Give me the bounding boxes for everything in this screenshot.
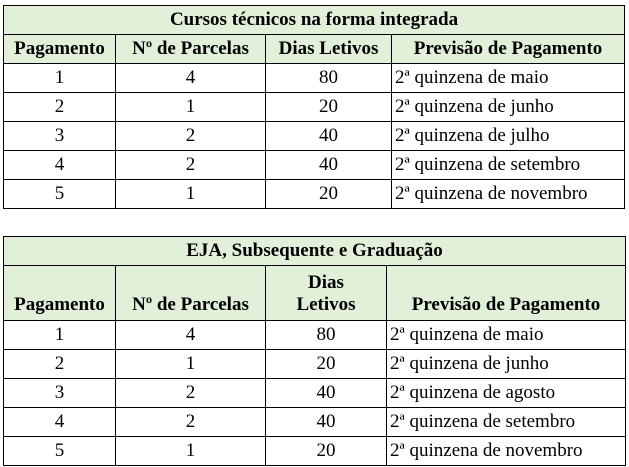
header-parcelas: Nº de Parcelas <box>116 35 266 64</box>
cell-dias: 20 <box>266 180 392 209</box>
table-row <box>4 93 625 122</box>
cell-previsao: 2ª quinzena de junho <box>387 350 626 379</box>
cell-dias: 20 <box>266 350 387 379</box>
cell-previsao: 2ª quinzena de maio <box>387 321 626 350</box>
cell-dias: 80 <box>266 321 387 350</box>
table-title-row <box>4 6 625 35</box>
cell-pagamento: 5 <box>4 180 116 209</box>
table-row <box>4 151 625 180</box>
cell-pagamento: 3 <box>4 122 116 151</box>
cell-previsao: 2ª quinzena de setembro <box>392 151 625 180</box>
cell-dias: 80 <box>266 64 392 93</box>
table-header-row <box>4 35 625 64</box>
table-row <box>4 321 626 350</box>
cell-parcelas: 1 <box>116 350 266 379</box>
cell-pagamento: 2 <box>4 93 116 122</box>
table-title: EJA, Subsequente e Graduação <box>4 237 626 266</box>
table-cursos-tecnicos <box>3 5 625 209</box>
cell-pagamento: 2 <box>4 350 116 379</box>
cell-pagamento: 4 <box>4 151 116 180</box>
cell-previsao: 2ª quinzena de maio <box>392 64 625 93</box>
table-title-row <box>4 237 626 266</box>
cell-previsao: 2ª quinzena de setembro <box>387 408 626 437</box>
cell-previsao: 2ª quinzena de novembro <box>392 180 625 209</box>
cell-previsao: 2ª quinzena de novembro <box>387 437 626 466</box>
cell-previsao: 2ª quinzena de junho <box>392 93 625 122</box>
header-parcelas: Nº de Parcelas <box>116 266 266 321</box>
cell-parcelas: 2 <box>116 408 266 437</box>
cell-parcelas: 1 <box>116 180 266 209</box>
cell-dias: 40 <box>266 151 392 180</box>
cell-dias: 40 <box>266 408 387 437</box>
table-header-row <box>4 266 626 321</box>
header-previsao: Previsão de Pagamento <box>392 35 625 64</box>
cell-dias: 40 <box>266 122 392 151</box>
header-previsao: Previsão de Pagamento <box>387 266 626 321</box>
header-dias-letivos: Dias Letivos <box>266 35 392 64</box>
cell-previsao: 2ª quinzena de agosto <box>387 379 626 408</box>
cell-pagamento: 1 <box>4 64 116 93</box>
cell-parcelas: 1 <box>116 93 266 122</box>
cell-pagamento: 3 <box>4 379 116 408</box>
table-row <box>4 122 625 151</box>
header-letivos-line: Letivos <box>296 294 356 315</box>
cell-parcelas: 2 <box>116 151 266 180</box>
header-pagamento: Pagamento <box>4 35 116 64</box>
cell-parcelas: 4 <box>116 321 266 350</box>
header-pagamento: Pagamento <box>4 266 116 321</box>
cell-pagamento: 1 <box>4 321 116 350</box>
header-dias-line: Dias <box>308 272 344 293</box>
table-row <box>4 180 625 209</box>
table-row <box>4 64 625 93</box>
table-row <box>4 437 626 466</box>
cell-dias: 40 <box>266 379 387 408</box>
cell-pagamento: 5 <box>4 437 116 466</box>
table-eja-subsequente-graduacao <box>3 236 626 466</box>
cell-pagamento: 4 <box>4 408 116 437</box>
table-row <box>4 350 626 379</box>
cell-dias: 20 <box>266 93 392 122</box>
table-title: Cursos técnicos na forma integrada <box>4 6 625 35</box>
header-dias-letivos <box>266 266 387 321</box>
table-row <box>4 379 626 408</box>
table-row <box>4 408 626 437</box>
cell-dias: 20 <box>266 437 387 466</box>
cell-parcelas: 1 <box>116 437 266 466</box>
cell-previsao: 2ª quinzena de julho <box>392 122 625 151</box>
cell-parcelas: 2 <box>116 379 266 408</box>
cell-parcelas: 2 <box>116 122 266 151</box>
cell-parcelas: 4 <box>116 64 266 93</box>
